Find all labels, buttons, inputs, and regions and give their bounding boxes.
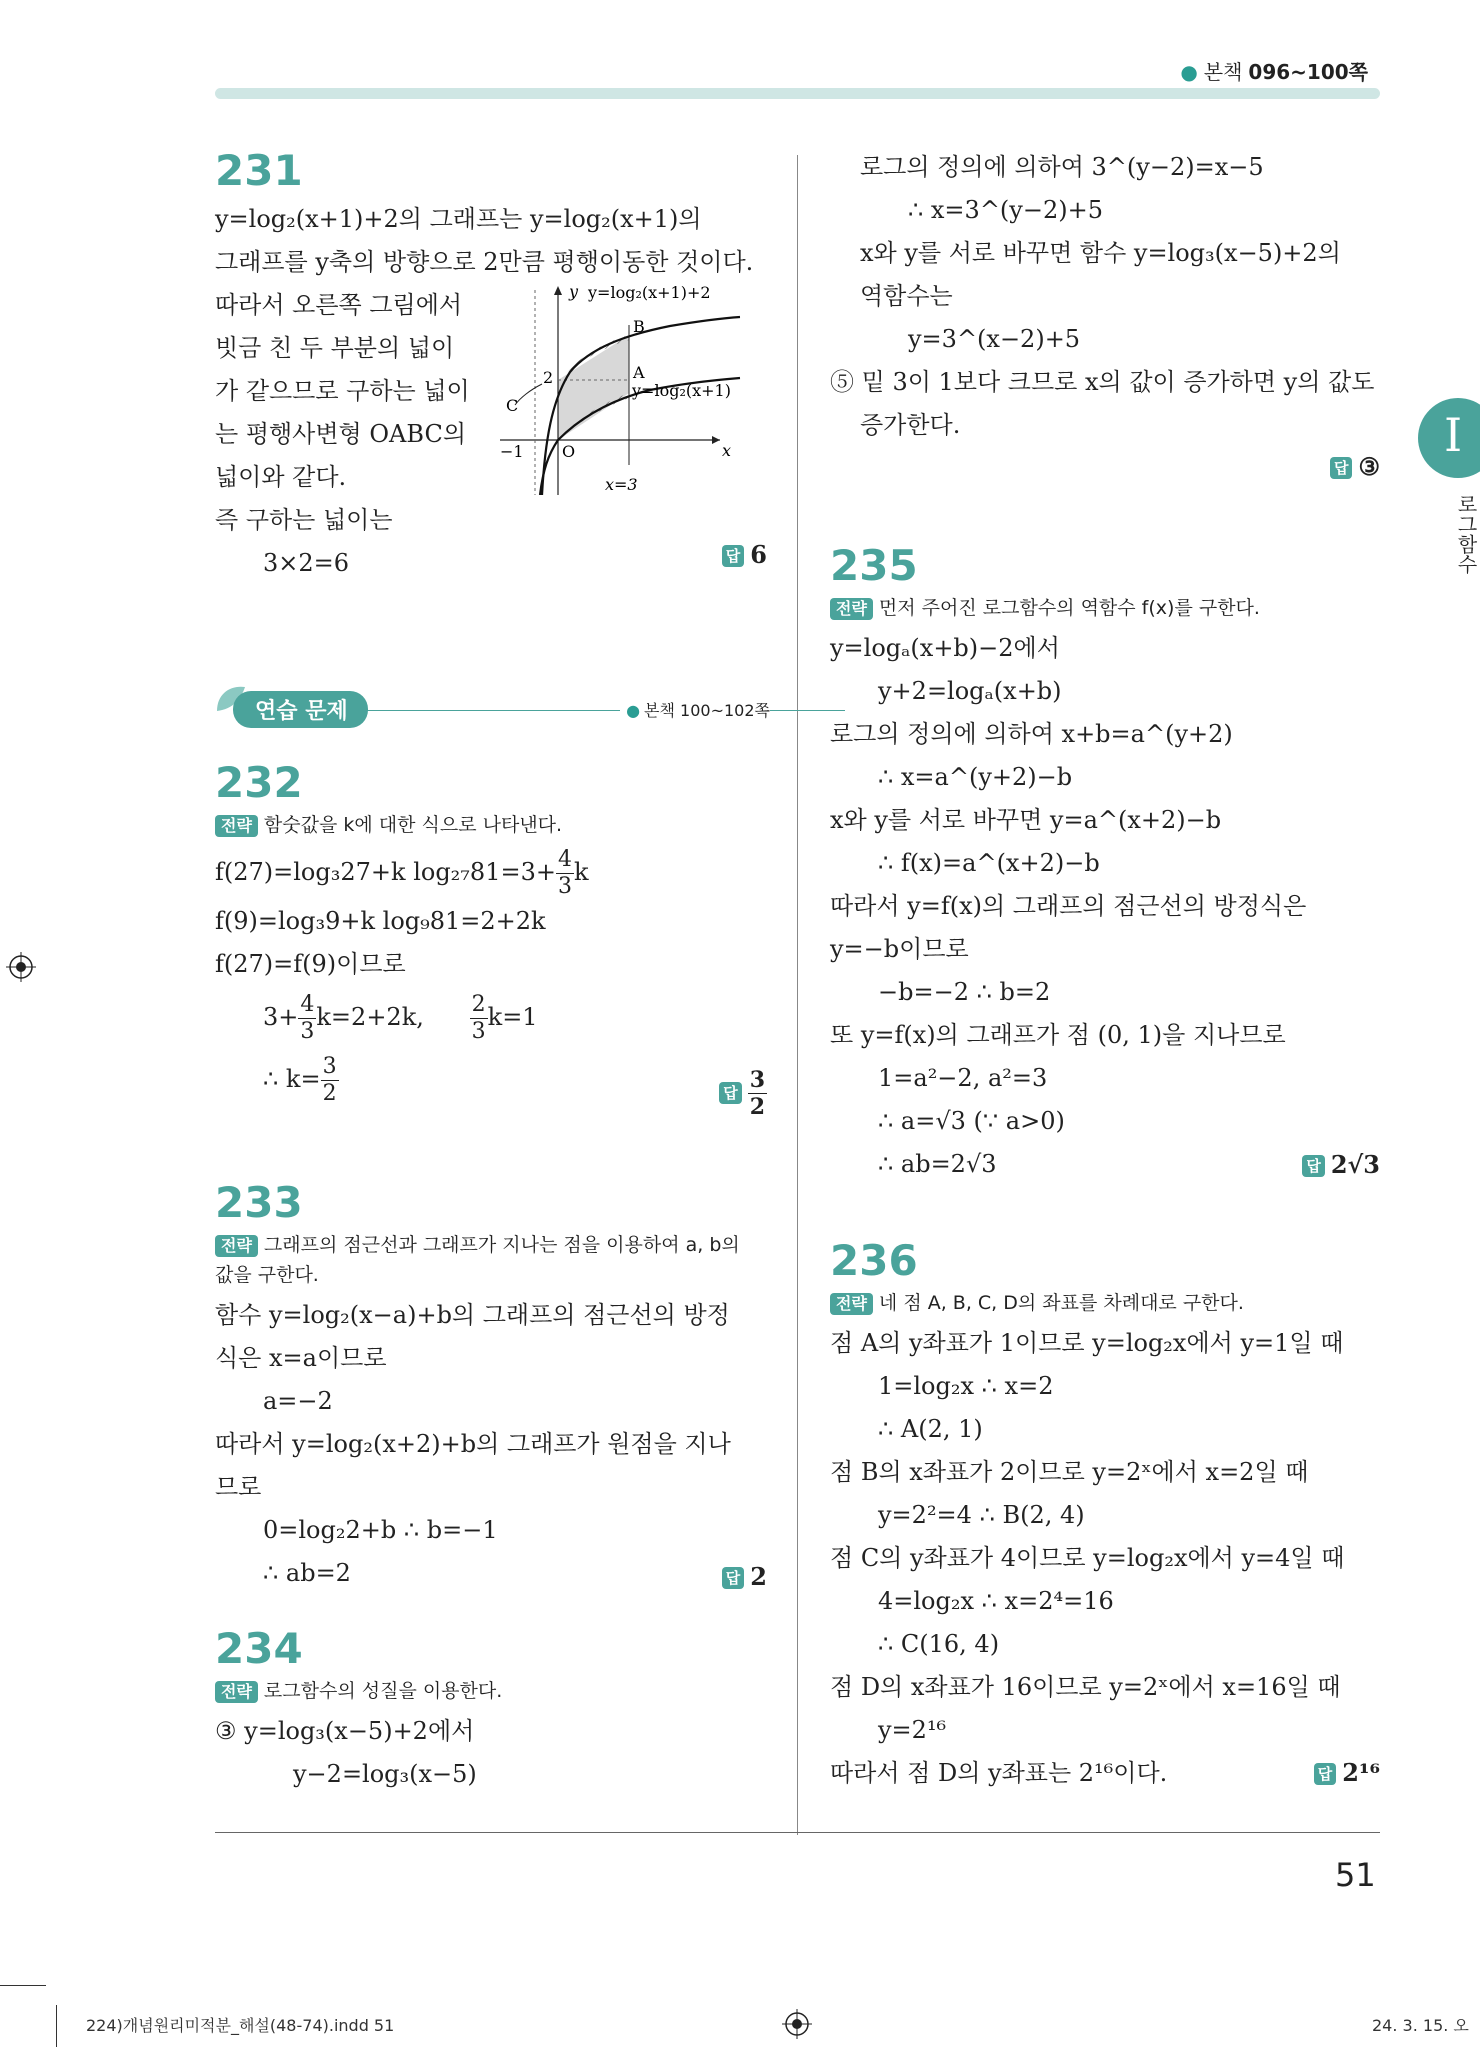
header-page-reference: ● 본책 096~100쪽 — [1180, 60, 1368, 84]
text-line: a=−2 — [263, 1387, 333, 1415]
text-line: 점 B의 x좌표가 2이므로 y=2ˣ에서 x=2일 때 — [830, 1458, 1309, 1486]
answer: 답 2√3 — [1302, 1150, 1380, 1179]
text-line: ⑤ 밑 3이 1보다 크므로 x의 값이 증가하면 y의 값도 — [830, 368, 1375, 396]
text-line: 따라서 y=f(x)의 그래프의 점근선의 방정식은 — [830, 892, 1307, 920]
page-number: 51 — [1335, 1856, 1376, 1894]
strategy-hint: 전략 로그함수의 성질을 이용한다. — [215, 1676, 767, 1706]
text-line: f(9)=log₃9+k log₉81=2+2k — [215, 907, 546, 935]
graph-label: 2 — [543, 368, 554, 387]
answer: 답 ③ — [1330, 452, 1380, 481]
practice-reference: ● 본책 100~102쪽 — [620, 698, 770, 721]
practice-rule — [365, 710, 845, 711]
strategy-hint: 전략 그래프의 점근선과 그래프가 지나는 점을 이용하여 a, b의 값을 구한다. — [215, 1234, 740, 1286]
text-line: y−2=log₃(x−5) — [293, 1760, 477, 1788]
text-line: ∴ f(x)=a^(x+2)−b — [878, 849, 1100, 877]
problem-number: 232 — [215, 758, 303, 807]
text-line: ∴ a=√3 (∵ a>0) — [878, 1107, 1065, 1135]
text-line: ∴ x=3^(y−2)+5 — [908, 196, 1103, 224]
problem-number: 235 — [830, 541, 918, 590]
text-line: 역함수는 — [860, 282, 953, 310]
graph-label: x — [722, 441, 732, 460]
graph-label: A — [633, 363, 645, 382]
text-line: f(27)=log₃27+k log₂₇81=3+ $\frac{4}{3}$ k — [215, 847, 589, 899]
graph-label: B — [633, 317, 645, 336]
text-line: 로그의 정의에 의하여 3^(y−2)=x−5 — [860, 153, 1264, 181]
graph-label: y=log₂(x+1)+2 — [588, 283, 711, 302]
column-divider — [797, 155, 798, 1835]
fraction: $\frac{4}{3}$ — [300, 992, 315, 1044]
text-line: 므로 — [215, 1473, 262, 1501]
crop-mark — [0, 1985, 46, 1986]
text-line: 식은 x=a이므로 — [215, 1344, 387, 1372]
bullet-icon: ● — [1180, 60, 1198, 84]
text-line: ∴ ab=2√3 — [878, 1150, 997, 1178]
registration-mark-icon — [6, 952, 36, 982]
fraction: $\frac{4}{3}$ — [557, 847, 572, 899]
arrow-icon — [554, 286, 562, 295]
problem-number: 233 — [215, 1178, 303, 1227]
text-line: 따라서 오른쪽 그림에서 — [215, 291, 463, 319]
arrow-icon — [712, 436, 720, 444]
text-line: 따라서 y=log₂(x+2)+b의 그래프가 원점을 지나 — [215, 1430, 731, 1458]
graph-label: y — [569, 282, 579, 301]
problem-235 — [830, 541, 1380, 1185]
practice-section-header — [215, 683, 770, 733]
text-line: y=logₐ(x+b)−2에서 — [830, 634, 1060, 662]
text-line: ∴ C(16, 4) — [878, 1630, 1000, 1658]
text-line: 점 A의 y좌표가 1이므로 y=log₂x에서 y=1일 때 — [830, 1329, 1344, 1357]
text-line: ∴ k= $\frac{3}{2}$ — [263, 1054, 337, 1106]
text-line: x와 y를 서로 바꾸면 y=a^(x+2)−b — [830, 806, 1222, 834]
text-line: ∴ ab=2 — [263, 1559, 351, 1587]
answer: 답 6 — [722, 540, 767, 569]
text-line: 증가한다. — [860, 411, 961, 439]
crop-mark — [56, 2005, 57, 2047]
chapter-tab-label: 로그함수 — [1454, 494, 1478, 574]
problem-234-continued — [830, 146, 1380, 486]
text-line: ∴ x=a^(y+2)−b — [878, 763, 1073, 791]
text-line: y=3^(x−2)+5 — [908, 325, 1081, 353]
text-line: 또 y=f(x)의 그래프가 점 (0, 1)을 지나므로 — [830, 1021, 1286, 1049]
problem-234 — [215, 1624, 767, 1828]
header-bar — [215, 88, 1380, 99]
fraction: $\frac{3}{2}$ — [322, 1054, 337, 1106]
graph-label: C — [506, 396, 519, 415]
text-line: 로그의 정의에 의하여 x+b=a^(y+2) — [830, 720, 1233, 748]
problem-number: 231 — [215, 146, 303, 195]
log-graph — [490, 280, 780, 495]
chapter-tab: I — [1418, 398, 1480, 478]
text-line: x와 y를 서로 바꾸면 함수 y=log₃(x−5)+2의 — [860, 239, 1341, 267]
strategy-hint: 전략 먼저 주어진 로그함수의 역함수 f(x)를 구한다. — [830, 593, 1380, 623]
text-line: y=2¹⁶ — [878, 1716, 947, 1744]
problem-236 — [830, 1236, 1380, 1800]
text-line: 빗금 친 두 부분의 넓이 — [215, 334, 455, 362]
fraction: $\frac{2}{3}$ — [471, 992, 486, 1044]
strategy-hint: 전략 함숫값을 k에 대한 식으로 나타낸다. — [215, 810, 767, 840]
answer: 답 2¹⁶ — [1314, 1758, 1380, 1787]
text-line: 1=log₂x ∴ x=2 — [878, 1372, 1054, 1400]
fraction: $\frac{3}{2}$ — [749, 1067, 765, 1120]
text-line: 그래프를 y축의 방향으로 2만큼 평행이동한 것이다. — [215, 248, 754, 276]
text-line: ∴ A(2, 1) — [878, 1415, 983, 1443]
text-line: y=log₂(x+1)+2의 그래프는 y=log₂(x+1)의 — [215, 205, 702, 233]
text-line: 점 D의 x좌표가 16이므로 y=2ˣ에서 x=16일 때 — [830, 1673, 1341, 1701]
text-line: y=2²=4 ∴ B(2, 4) — [878, 1501, 1085, 1529]
text-line: ③ y=log₃(x−5)+2에서 — [215, 1717, 475, 1745]
text-line: 3×2=6 — [263, 549, 350, 577]
text-line: 0=log₂2+b ∴ b=−1 — [263, 1516, 498, 1544]
registration-mark-icon — [782, 2009, 812, 2039]
problem-233 — [215, 1178, 767, 1602]
text-line: 따라서 점 D의 y좌표는 2¹⁶이다. — [830, 1759, 1168, 1787]
graph-label: x=3 — [605, 475, 638, 494]
answer: 답 $\frac{3}{2}$ — [719, 1069, 767, 1118]
text-line: 는 평행사변형 OABC의 — [215, 420, 466, 448]
text-line: 즉 구하는 넓이는 — [215, 506, 393, 534]
text-line: 3+ $\frac{4}{3}$ k=2+2k, $\frac{2}{3}$ k=1 — [263, 992, 538, 1044]
text-line: 점 C의 y좌표가 4이므로 y=log₂x에서 y=4일 때 — [830, 1544, 1345, 1572]
problem-232 — [215, 758, 767, 1132]
text-line: −b=−2 ∴ b=2 — [878, 978, 1051, 1006]
text-line: 1=a²−2, a²=3 — [878, 1064, 1048, 1092]
graph-label: O — [562, 442, 576, 461]
text-line: 함수 y=log₂(x−a)+b의 그래프의 점근선의 방정 — [215, 1301, 730, 1329]
answer: 답 2 — [722, 1562, 767, 1591]
text-line: y+2=logₐ(x+b) — [878, 677, 1062, 705]
problem-number: 234 — [215, 1624, 303, 1673]
graph-label: −1 — [500, 442, 524, 461]
footer-file-info: 224)개념원리미적분_해설(48-74).indd 51 — [86, 2016, 395, 2035]
bottom-rule — [215, 1832, 1380, 1833]
practice-title: 연습 문제 — [233, 691, 368, 728]
problem-number: 236 — [830, 1236, 918, 1285]
text-line: f(27)=f(9)이므로 — [215, 950, 406, 978]
bullet-icon: ● — [626, 701, 641, 720]
text-line: 4=log₂x ∴ x=2⁴=16 — [878, 1587, 1114, 1615]
text-line: 넓이와 같다. — [215, 463, 347, 491]
strategy-hint: 전략 네 점 A, B, C, D의 좌표를 차례대로 구한다. — [830, 1288, 1380, 1318]
footer-date: 24. 3. 15. 오 — [1372, 2016, 1469, 2035]
text-line: y=−b이므로 — [830, 935, 969, 963]
graph-label: y=log₂(x+1) — [632, 381, 731, 400]
leader-line — [515, 384, 542, 405]
text-line: 가 같으므로 구하는 넓이 — [215, 377, 470, 405]
